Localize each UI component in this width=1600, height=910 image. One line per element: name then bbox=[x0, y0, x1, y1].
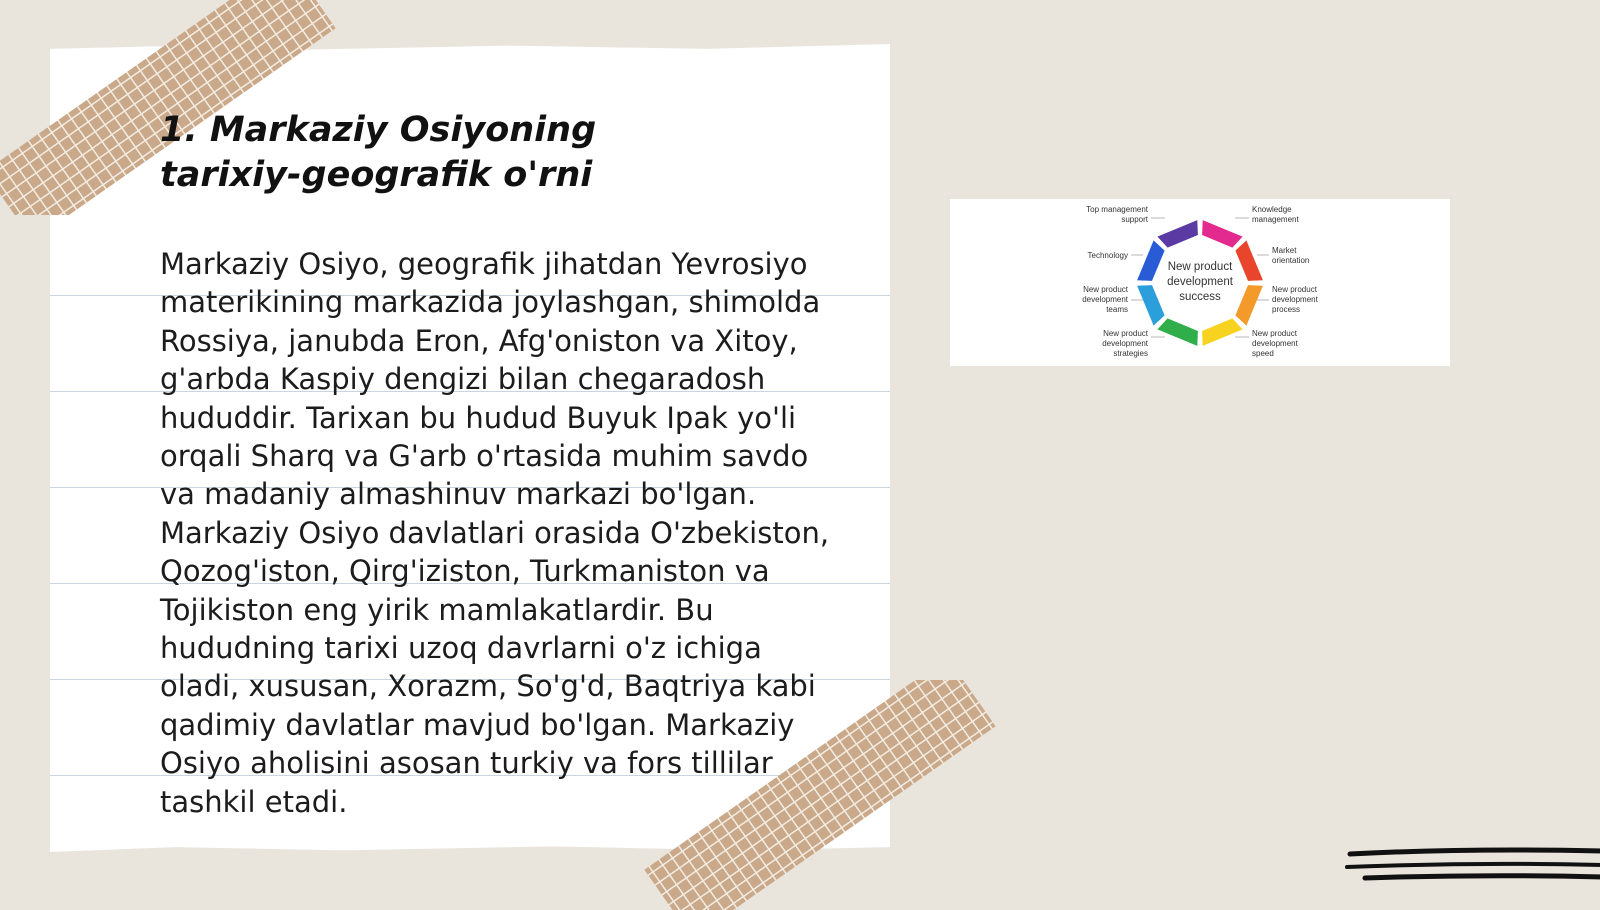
slide-body-text: Markaziy Osiyo, geografik jihatdan Yevrosiyo materikining markazida joylashgan, shimolda Rossiya, janubda Eron, Afg'oniston va Xitoy, g'arbda Kaspiy dengizi bilan chegaradosh hududdir. Tarixan bu hudud Buyuk Ipak yo'li orqali Sharq va G'arb o'rtasida muhim savdo va madaniy almashinuv markazi bo'lgan. Markaziy Osiyo davlatlari orasida O'zbekiston, Qozog'iston, Qirg'iziston, Turkmaniston va Tojikiston eng yirik mamlakatlardir. Bu hududning tarixi uzoq davrlarni o'z ichiga oladi, xususan, Xorazm, So'g'd, Baqtriya kabi qadimiy davlatlar mavjud bo'lgan. Markaziy Osiyo aholisini asosan turkiy va fors tillilar tashkil etadi. bbox=[160, 247, 830, 819]
svg-text:Top management: Top management bbox=[1086, 205, 1148, 214]
svg-text:development: development bbox=[1252, 339, 1298, 348]
brush-strokes-decoration bbox=[1345, 845, 1600, 895]
svg-text:development: development bbox=[1102, 339, 1148, 348]
center-line-1: New product bbox=[1167, 261, 1233, 273]
ring-segment bbox=[1235, 285, 1263, 326]
svg-text:development: development bbox=[1272, 295, 1318, 304]
label-npd-teams bbox=[1082, 285, 1129, 314]
label-knowledge-management bbox=[1252, 205, 1299, 224]
ring-segment bbox=[1202, 318, 1243, 346]
ring-segment bbox=[1157, 318, 1198, 346]
svg-text:Knowledge: Knowledge bbox=[1252, 205, 1292, 214]
svg-text:speed: speed bbox=[1252, 349, 1274, 358]
svg-text:New product: New product bbox=[1083, 285, 1128, 294]
svg-text:support: support bbox=[1121, 215, 1148, 224]
label-market-orientation bbox=[1272, 246, 1309, 265]
ring-segment bbox=[1137, 240, 1165, 281]
svg-text:orientation: orientation bbox=[1272, 256, 1310, 265]
label-top-management bbox=[1086, 205, 1149, 224]
ring-segment bbox=[1137, 285, 1165, 326]
ring-segment bbox=[1235, 240, 1263, 281]
slide-title: 1. Markaziy Osiyoning tarixiy-geografik o'rni bbox=[160, 110, 597, 195]
center-line-2: development bbox=[1167, 276, 1233, 288]
svg-text:Market: Market bbox=[1272, 246, 1297, 255]
label-npd-speed bbox=[1252, 329, 1299, 358]
ring-segment bbox=[1202, 220, 1243, 248]
label-npd-strategies bbox=[1102, 329, 1149, 358]
svg-text:New product: New product bbox=[1272, 285, 1317, 294]
center-line-3: success bbox=[1179, 291, 1221, 303]
diagram-center-text bbox=[1167, 261, 1234, 303]
svg-text:New product: New product bbox=[1252, 329, 1297, 338]
ring-segment bbox=[1157, 220, 1198, 248]
label-npd-process bbox=[1272, 285, 1319, 314]
npd-success-diagram bbox=[950, 199, 1450, 366]
svg-text:Technology: Technology bbox=[1087, 251, 1128, 260]
svg-text:development: development bbox=[1082, 295, 1128, 304]
svg-text:management: management bbox=[1252, 215, 1299, 224]
svg-text:teams: teams bbox=[1106, 305, 1128, 314]
svg-text:process: process bbox=[1272, 305, 1301, 314]
svg-text:strategies: strategies bbox=[1113, 349, 1148, 358]
label-technology bbox=[1088, 251, 1128, 260]
svg-text:New product: New product bbox=[1103, 329, 1148, 338]
